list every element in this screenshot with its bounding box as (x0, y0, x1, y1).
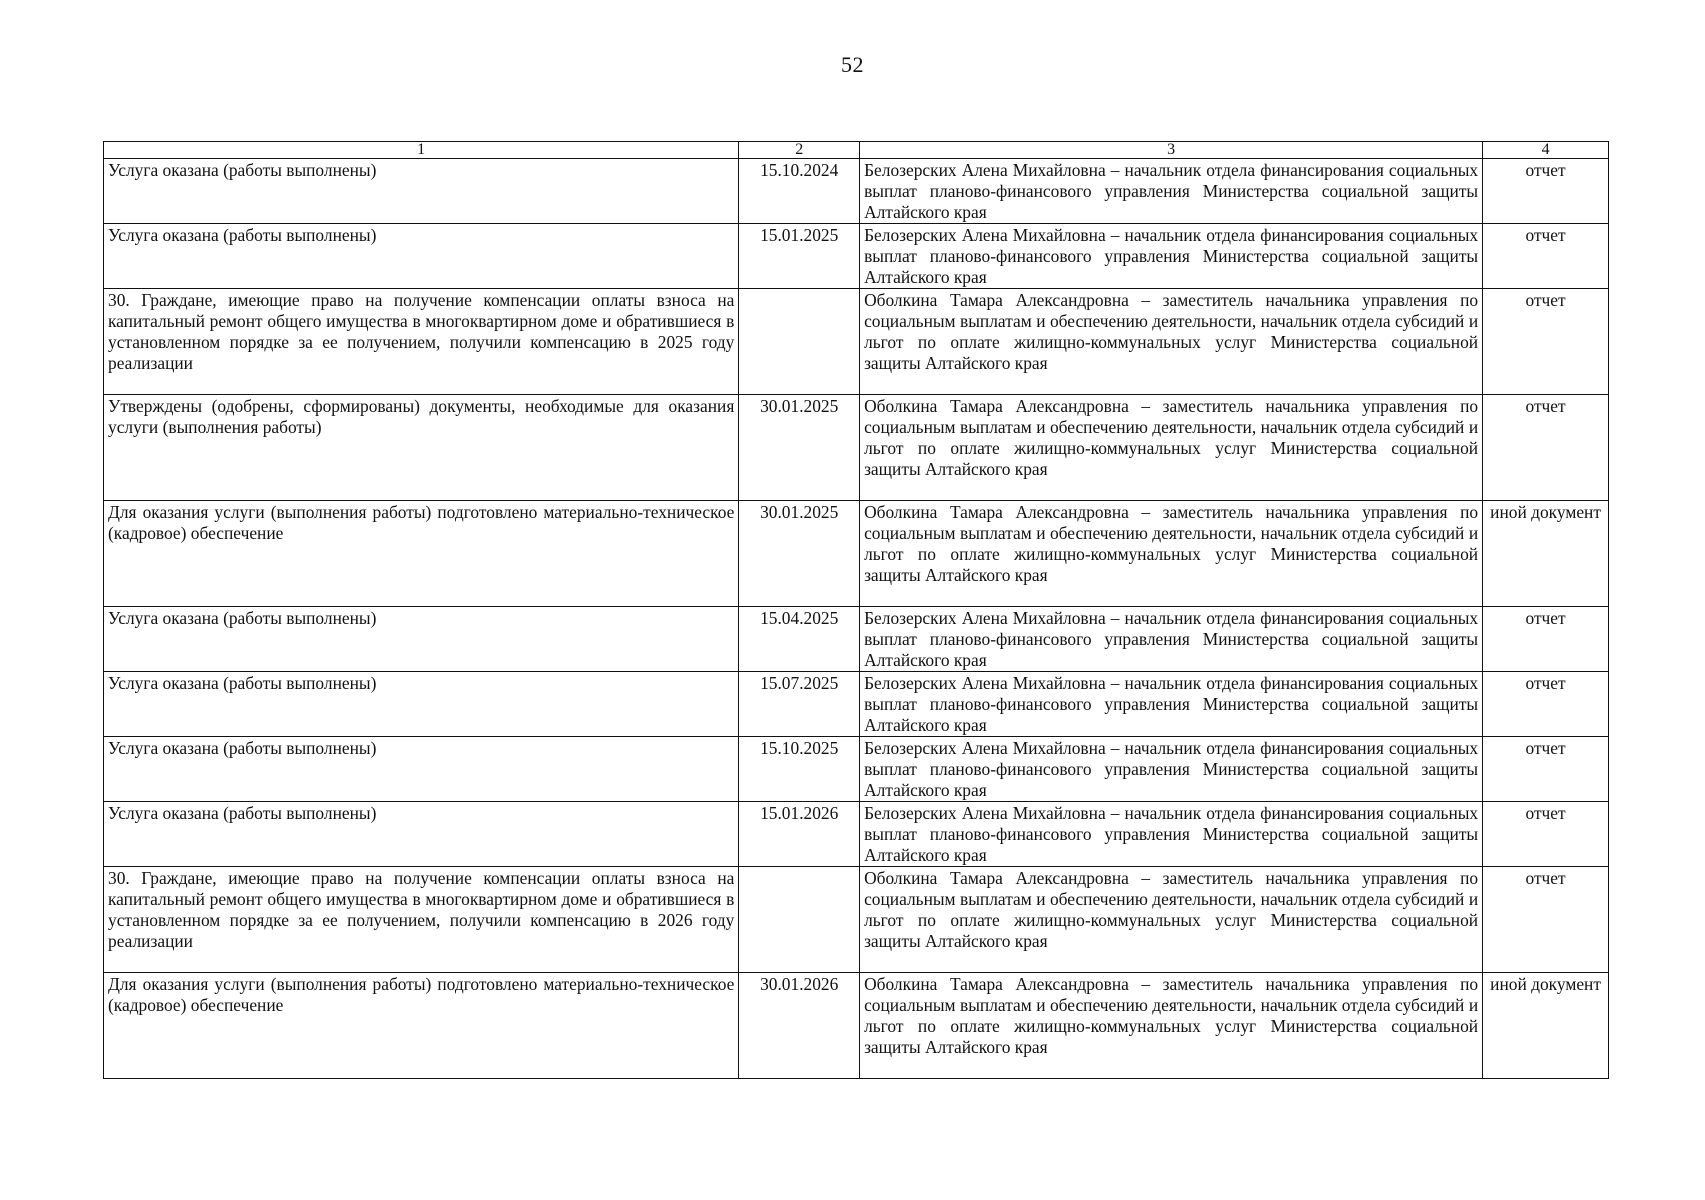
responsible-cell: Оболкина Тамара Александровна – заместитель начальника управления по социальным выплатам и обеспечению деятельности, начальник отдела субсидий и льгот по оплате жилищно-коммунальных услуг Министерства социальной защиты Алтайского края (860, 867, 1483, 973)
responsible-cell: Оболкина Тамара Александровна – заместитель начальника управления по социальным выплатам и обеспечению деятельности, начальник отдела субсидий и льгот по оплате жилищно-коммунальных услуг Министерства социальной защиты Алтайского края (860, 973, 1483, 1079)
date-cell: 15.04.2025 (739, 607, 860, 672)
date-cell: 30.01.2025 (739, 395, 860, 501)
table-row (104, 672, 1609, 737)
event-cell: Услуга оказана (работы выполнены) (104, 672, 739, 737)
event-cell: 30. Граждане, имеющие право на получение компенсации оплаты взноса на капитальный ремонт общего имущества в многоквартирном доме и обратившиеся в установленном порядке за ее получением, получили компенсацию в 2026 году реализации (104, 867, 739, 973)
document-type-cell: отчет (1483, 607, 1609, 672)
date-cell: 30.01.2025 (739, 501, 860, 607)
responsible-cell: Белозерских Алена Михайловна – начальник отдела финансирования социальных выплат планово-финансового управления Министерства социальной защиты Алтайского края (860, 224, 1483, 289)
table-row (104, 224, 1609, 289)
document-type-cell: отчет (1483, 159, 1609, 224)
table-row (104, 802, 1609, 867)
column-number-1: 1 (104, 142, 739, 159)
column-number-2: 2 (739, 142, 860, 159)
date-cell: 15.10.2025 (739, 737, 860, 802)
date-cell: 15.01.2026 (739, 802, 860, 867)
date-cell: 30.01.2026 (739, 973, 860, 1079)
date-cell (739, 289, 860, 395)
table-row (104, 501, 1609, 607)
event-cell: Услуга оказана (работы выполнены) (104, 737, 739, 802)
table-row (104, 973, 1609, 1079)
control-points-table (103, 141, 1609, 1079)
responsible-cell: Оболкина Тамара Александровна – заместитель начальника управления по социальным выплатам и обеспечению деятельности, начальник отдела субсидий и льгот по оплате жилищно-коммунальных услуг Министерства социальной защиты Алтайского края (860, 395, 1483, 501)
date-cell: 15.10.2024 (739, 159, 860, 224)
table-row (104, 737, 1609, 802)
table-row (104, 159, 1609, 224)
date-cell: 15.07.2025 (739, 672, 860, 737)
document-type-cell: иной документ (1483, 973, 1609, 1079)
document-type-cell: отчет (1483, 395, 1609, 501)
date-cell (739, 867, 860, 973)
page-number: 52 (841, 52, 864, 77)
table-row (104, 289, 1609, 395)
table-row (104, 395, 1609, 501)
responsible-cell: Белозерских Алена Михайловна – начальник отдела финансирования социальных выплат планово-финансового управления Министерства социальной защиты Алтайского края (860, 607, 1483, 672)
event-cell: Утверждены (одобрены, сформированы) документы, необходимые для оказания услуги (выполнения работы) (104, 395, 739, 501)
document-type-cell: отчет (1483, 224, 1609, 289)
event-cell: Услуга оказана (работы выполнены) (104, 224, 739, 289)
document-type-cell: отчет (1483, 802, 1609, 867)
event-cell: Для оказания услуги (выполнения работы) подготовлено материально-техническое (кадровое) обеспечение (104, 973, 739, 1079)
event-cell: Услуга оказана (работы выполнены) (104, 802, 739, 867)
document-type-cell: отчет (1483, 672, 1609, 737)
event-cell: Для оказания услуги (выполнения работы) подготовлено материально-техническое (кадровое) обеспечение (104, 501, 739, 607)
document-type-cell: иной документ (1483, 501, 1609, 607)
table-row (104, 867, 1609, 973)
document-type-cell: отчет (1483, 867, 1609, 973)
column-number-row (104, 142, 1609, 159)
responsible-cell: Белозерских Алена Михайловна – начальник отдела финансирования социальных выплат планово-финансового управления Министерства социальной защиты Алтайского края (860, 159, 1483, 224)
document-type-cell: отчет (1483, 737, 1609, 802)
event-cell: Услуга оказана (работы выполнены) (104, 159, 739, 224)
responsible-cell: Белозерских Алена Михайловна – начальник отдела финансирования социальных выплат планово-финансового управления Министерства социальной защиты Алтайского края (860, 672, 1483, 737)
responsible-cell: Белозерских Алена Михайловна – начальник отдела финансирования социальных выплат планово-финансового управления Министерства социальной защиты Алтайского края (860, 737, 1483, 802)
responsible-cell: Оболкина Тамара Александровна – заместитель начальника управления по социальным выплатам и обеспечению деятельности, начальник отдела субсидий и льгот по оплате жилищно-коммунальных услуг Министерства социальной защиты Алтайского края (860, 501, 1483, 607)
responsible-cell: Оболкина Тамара Александровна – заместитель начальника управления по социальным выплатам и обеспечению деятельности, начальник отдела субсидий и льгот по оплате жилищно-коммунальных услуг Министерства социальной защиты Алтайского края (860, 289, 1483, 395)
column-number-4: 4 (1483, 142, 1609, 159)
column-number-3: 3 (860, 142, 1483, 159)
date-cell: 15.01.2025 (739, 224, 860, 289)
event-cell: Услуга оказана (работы выполнены) (104, 607, 739, 672)
table-row (104, 607, 1609, 672)
responsible-cell: Белозерских Алена Михайловна – начальник отдела финансирования социальных выплат планово-финансового управления Министерства социальной защиты Алтайского края (860, 802, 1483, 867)
document-type-cell: отчет (1483, 289, 1609, 395)
event-cell: 30. Граждане, имеющие право на получение компенсации оплаты взноса на капитальный ремонт общего имущества в многоквартирном доме и обратившиеся в установленном порядке за ее получением, получили компенсацию в 2025 году реализации (104, 289, 739, 395)
